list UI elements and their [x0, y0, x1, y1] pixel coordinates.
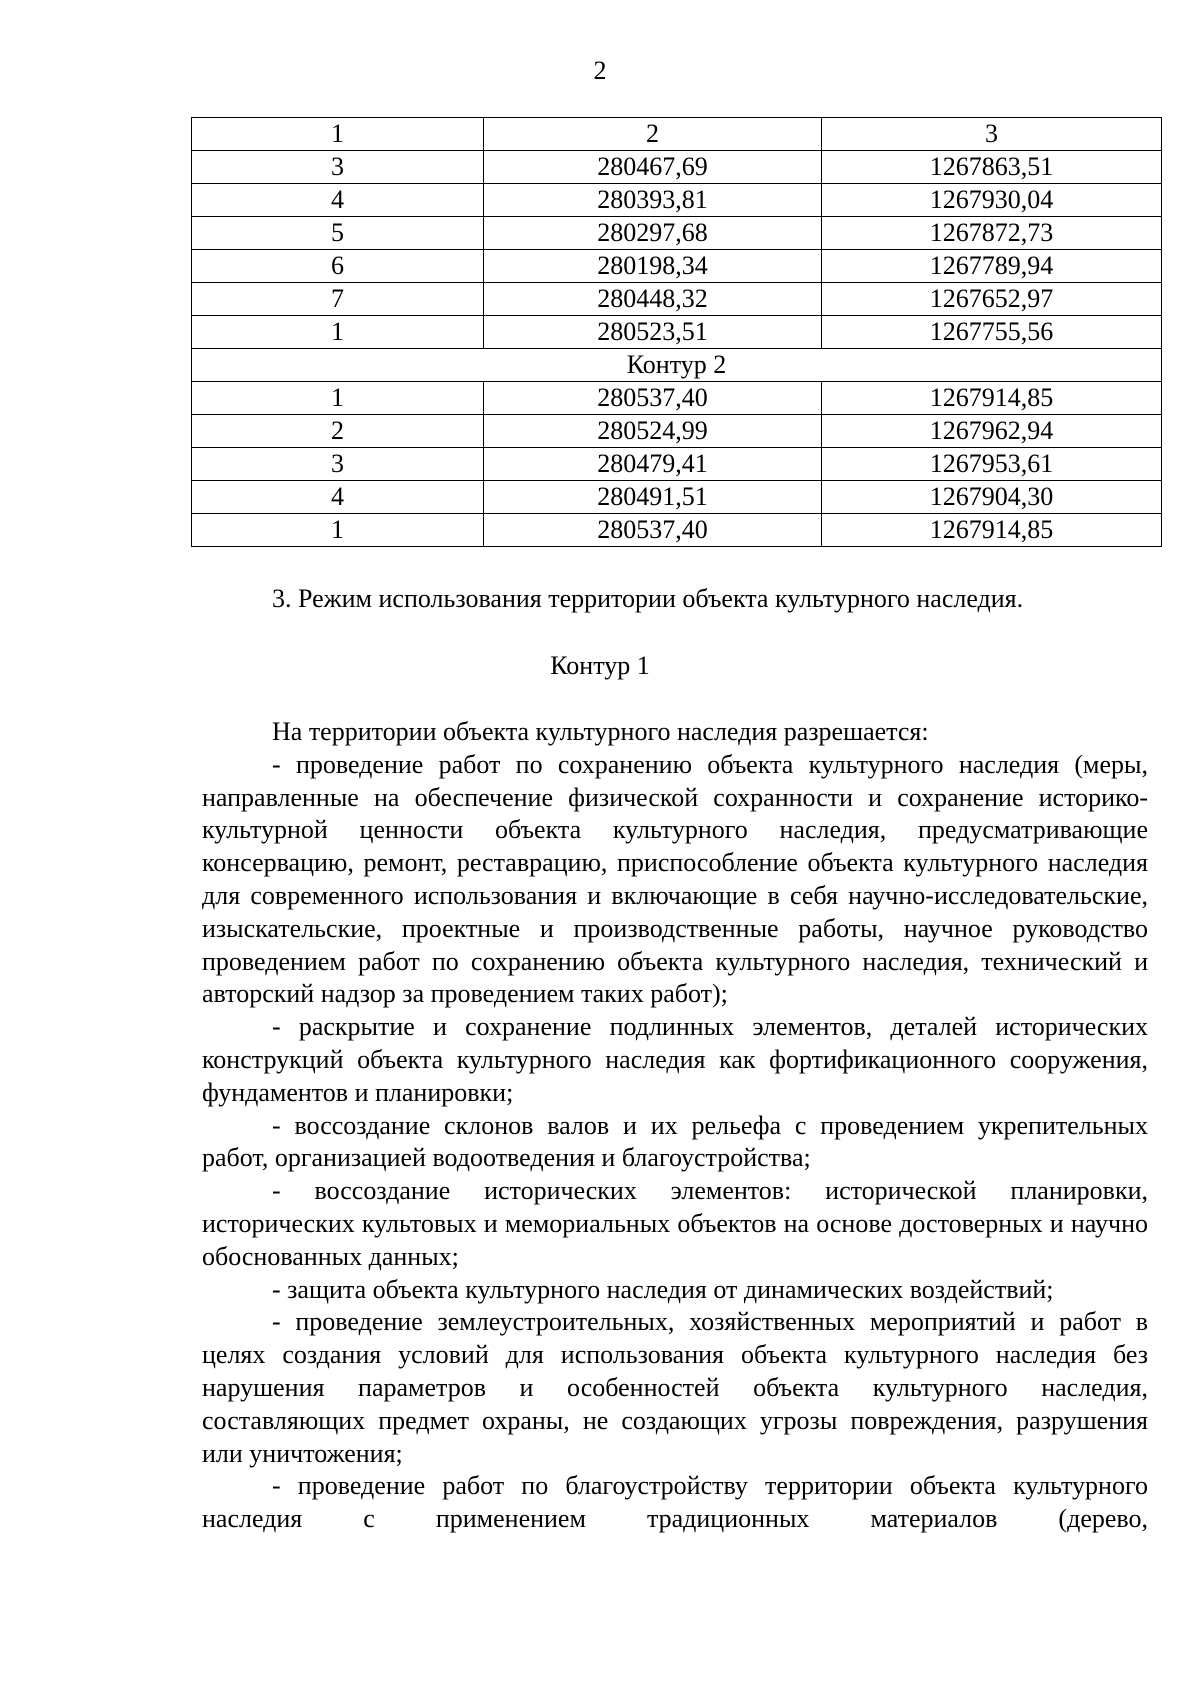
x-coordinate-cell: 280393,81 [484, 184, 822, 217]
point-number-cell: 4 [192, 184, 484, 217]
coordinates-table [191, 117, 1162, 547]
point-number-cell: 1 [192, 316, 484, 349]
x-coordinate-cell: 280537,40 [484, 514, 822, 547]
contour-label-row [192, 349, 1162, 382]
point-number-cell: 1 [192, 382, 484, 415]
x-coordinate-cell: 280537,40 [484, 382, 822, 415]
header-cell-y: 3 [822, 118, 1162, 151]
point-number-cell: 1 [192, 514, 484, 547]
body-text [202, 716, 1148, 1536]
paragraph: - проведение землеустроительных, хозяйственных мероприятий и работ в целях создания условий для использования объекта культурного наследия без нарушения параметров и особенностей объекта культурного наследия, составляющих предмет охраны, не создающих угрозы повреждения, разрушения или уничтожения; [202, 1307, 1148, 1468]
table-row [192, 448, 1162, 481]
y-coordinate-cell: 1267904,30 [822, 481, 1162, 514]
y-coordinate-cell: 1267652,97 [822, 283, 1162, 316]
table-row [192, 382, 1162, 415]
x-coordinate-cell: 280467,69 [484, 151, 822, 184]
table-row [192, 217, 1162, 250]
table-row [192, 415, 1162, 448]
paragraph: - раскрытие и сохранение подлинных элементов, деталей исторических конструкций объекта культурного наследия как фортификационного сооружения, фундаментов и планировки; [202, 1012, 1148, 1107]
point-number-cell: 4 [192, 481, 484, 514]
y-coordinate-cell: 1267863,51 [822, 151, 1162, 184]
y-coordinate-cell: 1267914,85 [822, 382, 1162, 415]
paragraph: - воссоздание исторических элементов: исторической планировки, исторических культовых и мемориальных объектов на основе достоверных и научно обоснованных данных; [202, 1176, 1148, 1271]
y-coordinate-cell: 1267930,04 [822, 184, 1162, 217]
y-coordinate-cell: 1267962,94 [822, 415, 1162, 448]
paragraph: - воссоздание склонов валов и их рельефа с проведением укрепительных работ, организацией водоотведения и благоустройства; [202, 1110, 1148, 1173]
table-row [192, 514, 1162, 547]
point-number-cell: 7 [192, 283, 484, 316]
point-number-cell: 3 [192, 448, 484, 481]
paragraph: На территории объекта культурного наследия разрешается: [272, 717, 929, 746]
point-number-cell: 3 [192, 151, 484, 184]
x-coordinate-cell: 280523,51 [484, 316, 822, 349]
table-row [192, 283, 1162, 316]
paragraph: - проведение работ по сохранению объекта культурного наследия (меры, направленные на обеспечение физической сохранности и сохранение историко-культурной ценности объекта культурного наследия, предусматривающие консервацию, ремонт, реставрацию, приспособление объекта культурного наследия для современного использования и включающие в себя научно-исследовательские, изыскательские, проектные и производственные работы, научное руководство проведением работ по сохранению объекта культурного наследия, технический и авторский надзор за проведением таких работ); [202, 749, 1148, 1009]
x-coordinate-cell: 280297,68 [484, 217, 822, 250]
table-row [192, 316, 1162, 349]
x-coordinate-cell: 280448,32 [484, 283, 822, 316]
paragraph: - проведение работ по благоустройству территории объекта культурного наследия с применением традиционных материалов (дерево, [202, 1471, 1148, 1534]
x-coordinate-cell: 280491,51 [484, 481, 822, 514]
x-coordinate-cell: 280479,41 [484, 448, 822, 481]
point-number-cell: 6 [192, 250, 484, 283]
point-number-cell: 5 [192, 217, 484, 250]
y-coordinate-cell: 1267755,56 [822, 316, 1162, 349]
section-heading: 3. Режим использования территории объекта культурного наследия. [272, 584, 1024, 613]
table-row [192, 151, 1162, 184]
header-cell-point: 1 [192, 118, 484, 151]
y-coordinate-cell: 1267953,61 [822, 448, 1162, 481]
table-row [192, 184, 1162, 217]
x-coordinate-cell: 280198,34 [484, 250, 822, 283]
paragraph: - защита объекта культурного наследия от динамических воздействий; [272, 1274, 1054, 1304]
y-coordinate-cell: 1267872,73 [822, 217, 1162, 250]
table-row [192, 481, 1162, 514]
point-number-cell: 2 [192, 415, 484, 448]
y-coordinate-cell: 1267789,94 [822, 250, 1162, 283]
coordinates-table-body [192, 118, 1162, 547]
contour-label-cell: Контур 2 [192, 349, 1162, 382]
table-header-row [192, 118, 1162, 151]
page-number: 2 [593, 56, 607, 85]
x-coordinate-cell: 280524,99 [484, 415, 822, 448]
contour-heading: Контур 1 [550, 651, 650, 680]
table-row [192, 250, 1162, 283]
header-cell-x: 2 [484, 118, 822, 151]
y-coordinate-cell: 1267914,85 [822, 514, 1162, 547]
